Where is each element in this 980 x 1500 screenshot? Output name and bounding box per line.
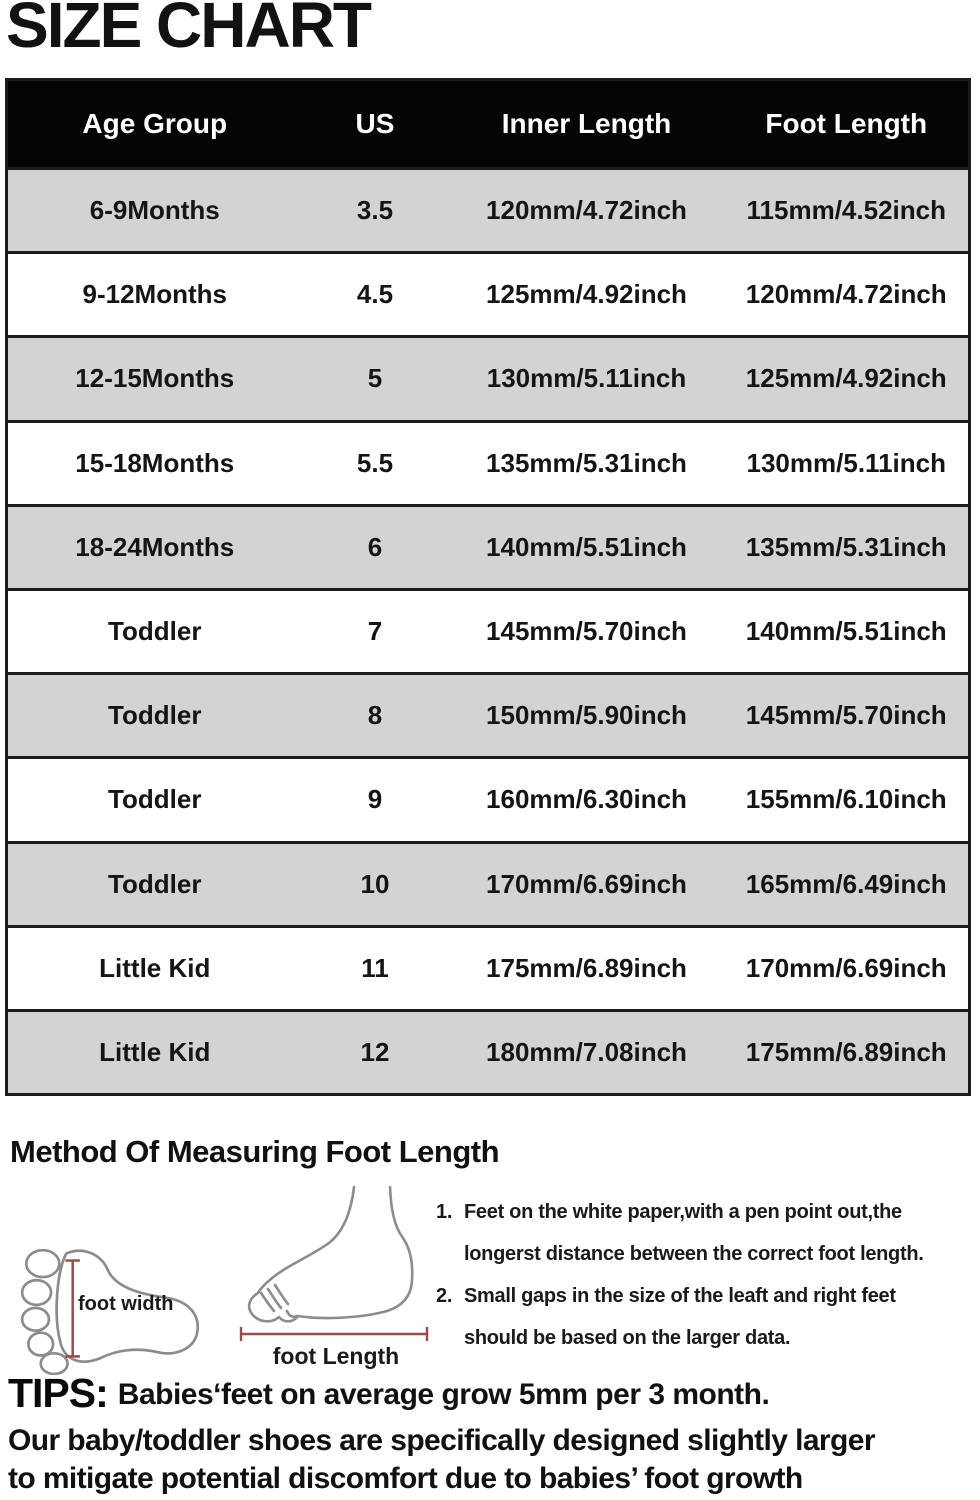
table-header-row xyxy=(7,80,970,169)
tips-first-line xyxy=(8,1370,976,1417)
instruction-line: should be based on the larger data. xyxy=(464,1327,791,1349)
cell-foot-length: 130mm/5.11inch xyxy=(746,447,946,478)
method-heading: Method Of Measuring Foot Length xyxy=(10,1134,500,1169)
foot-length-measure-line xyxy=(241,1327,427,1341)
tips-label: TIPS: xyxy=(8,1370,108,1416)
table-header xyxy=(7,80,970,169)
cell-foot-length: 170mm/6.69inch xyxy=(745,952,947,983)
cell-foot-length: 120mm/4.72inch xyxy=(745,279,947,310)
cell-age-group: 6-9Months xyxy=(89,195,220,226)
instruction-number: 2. xyxy=(436,1285,453,1307)
instruction-line: Small gaps in the size of the leaft and right feet xyxy=(464,1285,896,1307)
cell-us: 11 xyxy=(361,952,389,983)
cell-foot-length: 175mm/6.89inch xyxy=(745,1036,947,1067)
table-row xyxy=(7,1010,970,1094)
cell-us: 3.5 xyxy=(356,195,394,226)
cell-inner-length: 125mm/4.92inch xyxy=(486,279,687,310)
cell-age-group: Little Kid xyxy=(99,952,211,983)
size-table-body xyxy=(7,169,970,1095)
cell-age-group: 18-24Months xyxy=(75,531,235,562)
instruction-text xyxy=(464,1275,980,1359)
instruction-item-2 xyxy=(436,1275,980,1359)
cell-inner-length: 170mm/6.69inch xyxy=(486,868,687,899)
cell-age-group: Toddler xyxy=(108,868,202,899)
header-age-group: Age Group xyxy=(82,108,228,139)
cell-us: 12 xyxy=(360,1036,390,1067)
cell-us: 4.5 xyxy=(356,279,394,310)
cell-inner-length: 140mm/5.51inch xyxy=(486,531,687,562)
cell-foot-length: 125mm/4.92inch xyxy=(745,363,947,394)
cell-foot-length: 115mm/4.52inch xyxy=(746,195,946,226)
foot-side-view xyxy=(228,1185,444,1375)
table-row xyxy=(7,169,970,253)
table-row xyxy=(7,758,970,842)
foot-length-label: foot Length xyxy=(272,1343,400,1369)
instruction-item-1 xyxy=(436,1191,980,1275)
table-row xyxy=(7,253,970,337)
cell-foot-length: 140mm/5.51inch xyxy=(745,616,947,647)
table-row xyxy=(7,674,970,758)
cell-us: 7 xyxy=(367,616,383,647)
header-foot-length: Foot Length xyxy=(765,108,928,139)
cell-us: 8 xyxy=(367,700,383,731)
cell-age-group: Little Kid xyxy=(99,1036,211,1067)
foot-top-view xyxy=(10,1243,222,1375)
header-us: US xyxy=(355,108,395,139)
cell-age-group: 12-15Months xyxy=(75,363,235,394)
cell-age-group: Toddler xyxy=(108,616,202,647)
cell-inner-length: 180mm/7.08inch xyxy=(486,1036,687,1067)
cell-us: 5.5 xyxy=(356,447,394,478)
cell-foot-length: 135mm/5.31inch xyxy=(745,531,947,562)
tips-section xyxy=(8,1370,976,1498)
cell-foot-length: 145mm/5.70inch xyxy=(745,700,947,731)
measuring-diagram xyxy=(0,1185,980,1377)
cell-us: 6 xyxy=(367,531,383,562)
tips-text-1: Babies‘feet on average grow 5mm per 3 month. xyxy=(117,1378,770,1411)
cell-age-group: Toddler xyxy=(108,700,202,731)
table-row xyxy=(7,337,970,421)
cell-age-group: Toddler xyxy=(108,784,202,815)
tips-text-2: Our baby/toddler shoes are specifically designed slightly larger xyxy=(8,1424,875,1457)
cell-inner-length: 150mm/5.90inch xyxy=(486,700,687,731)
cell-age-group: 15-18Months xyxy=(75,447,235,478)
foot-width-label: foot width xyxy=(78,1293,174,1315)
cell-inner-length: 175mm/6.89inch xyxy=(486,952,687,983)
cell-inner-length: 130mm/5.11inch xyxy=(486,363,687,394)
cell-foot-length: 155mm/6.10inch xyxy=(745,784,947,815)
page-title: SIZE CHART xyxy=(6,0,370,61)
instruction-number: 1. xyxy=(436,1201,453,1223)
instruction-line: longerst distance between the correct foot length. xyxy=(464,1243,924,1265)
foot-side-view-icon xyxy=(228,1185,444,1343)
header-inner-length: Inner Length xyxy=(501,108,672,139)
instruction-text xyxy=(464,1191,980,1275)
cell-inner-length: 160mm/6.30inch xyxy=(486,784,687,815)
measuring-instructions xyxy=(436,1191,980,1359)
tips-text-3: to mitigate potential discomfort due to babies’ foot growth xyxy=(8,1462,803,1495)
cell-us: 9 xyxy=(367,784,383,815)
table-row xyxy=(7,505,970,589)
table-row xyxy=(7,842,970,926)
table-row xyxy=(7,421,970,505)
cell-foot-length: 165mm/6.49inch xyxy=(745,868,947,899)
cell-inner-length: 145mm/5.70inch xyxy=(486,616,687,647)
size-chart-table xyxy=(5,78,971,1096)
cell-inner-length: 135mm/5.31inch xyxy=(486,447,687,478)
cell-age-group: 9-12Months xyxy=(82,279,227,310)
table-row xyxy=(7,926,970,1010)
cell-us: 5 xyxy=(367,363,383,394)
instruction-line: Feet on the white paper,with a pen point out,the xyxy=(464,1201,902,1223)
table-row xyxy=(7,589,970,673)
cell-inner-length: 120mm/4.72inch xyxy=(486,195,687,226)
cell-us: 10 xyxy=(360,868,390,899)
